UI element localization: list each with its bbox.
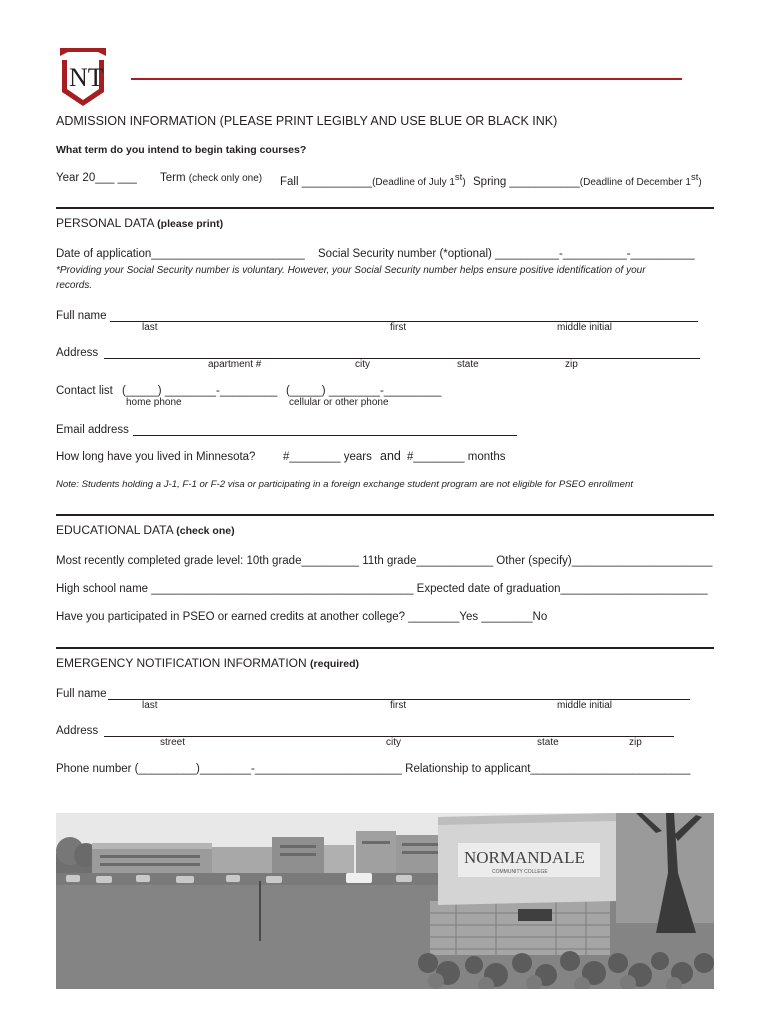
section-divider [56, 207, 714, 209]
email-label: Email address [56, 424, 129, 436]
emergency-city-caption: city [386, 737, 401, 748]
sign-title: NORMANDALE [464, 848, 585, 867]
campus-photo-image [56, 813, 714, 989]
date-of-application-field[interactable]: Date of application________________________ [56, 248, 305, 260]
address-apt-caption: apartment # [208, 359, 262, 370]
ssn-note-cont: records. [56, 280, 93, 291]
svg-text:NT: NT [69, 63, 104, 92]
fullname-middle-caption: middle initial [557, 322, 613, 333]
fall-deadline-sup: st [454, 172, 463, 183]
emergency-middle-caption: middle initial [557, 700, 613, 711]
fullname-label: Full name [56, 310, 107, 322]
educational-title [56, 523, 235, 537]
contact-cell-caption: cellular or other phone [289, 397, 389, 408]
visa-note: Note: Students holding a J-1, F-1 or F-2 visa or participating in a foreign exchange student program are not eligible for PSEO enrollment [56, 479, 633, 490]
emergency-zip-caption: zip [629, 737, 642, 748]
spring-deadline: (Deadline of December 1 [579, 176, 691, 188]
spring-field[interactable]: Spring ___________ [473, 175, 580, 188]
address-input-line[interactable] [104, 358, 700, 359]
fall-field[interactable]: Fall ___________ [280, 175, 373, 188]
fall-option[interactable] [280, 172, 466, 188]
term-question: What term do you intend to begin taking courses? [56, 144, 307, 156]
fullname-first-caption: first [390, 322, 407, 333]
spring-deadline-close: ) [698, 176, 702, 188]
emergency-title-text: EMERGENCY NOTIFICATION INFORMATION [56, 656, 307, 670]
emergency-street-caption: street [160, 737, 186, 748]
admission-title: ADMISSION INFORMATION (PLEASE PRINT LEGIBLY AND USE BLUE OR BLACK INK) [56, 114, 558, 128]
contact-cell-field[interactable]: (_____) ________-_________ [286, 385, 442, 397]
emergency-phone-field[interactable]: Phone number (_________)________-_______________________ Relationship to applicant_________________________ [56, 763, 691, 775]
fall-deadline: (Deadline of July 1 [372, 176, 455, 188]
pseo-question[interactable]: Have you participated in PSEO or earned credits at another college? ________Yes ________No [56, 611, 548, 623]
contact-label: Contact list [56, 385, 113, 397]
minnesota-and: and [380, 449, 401, 463]
fall-deadline-close: ) [462, 176, 466, 188]
minnesota-months-field[interactable]: #________ months [407, 451, 506, 463]
educational-title-note: (check one) [176, 525, 235, 537]
college-logo-icon [54, 42, 112, 110]
grade-level-field[interactable]: Most recently completed grade level: 10th grade_________ 11th grade____________ Other (specify)______________________ [56, 555, 713, 567]
emergency-title [56, 656, 359, 670]
emergency-first-caption: first [390, 700, 407, 711]
personal-title-text: PERSONAL DATA [56, 216, 154, 230]
contact-home-caption: home phone [126, 397, 182, 408]
emergency-address-label: Address [56, 725, 99, 737]
fullname-last-caption: last [142, 322, 158, 333]
section-divider [56, 514, 714, 516]
minnesota-years-field[interactable]: #________ years [283, 451, 372, 463]
emergency-state-caption: state [537, 737, 559, 748]
contact-home-field[interactable]: (_____) ________-_________ [122, 385, 278, 397]
minnesota-question: How long have you lived in Minnesota? [56, 451, 256, 463]
address-label: Address [56, 347, 99, 359]
term-label-text: Term [160, 172, 186, 184]
personal-title [56, 216, 223, 230]
year-field[interactable]: Year 20___ ___ [56, 172, 137, 184]
address-city-caption: city [355, 359, 370, 370]
header-rule [131, 78, 682, 80]
address-zip-caption: zip [565, 359, 578, 370]
term-note: (check only one) [188, 173, 263, 184]
address-state-caption: state [457, 359, 479, 370]
ssn-field[interactable]: Social Security number (*optional) __________-__________-__________ [318, 248, 695, 260]
campus-photo [56, 813, 714, 989]
emergency-title-note: (required) [310, 658, 360, 670]
personal-title-note: (please print) [157, 218, 224, 230]
emergency-fullname-label: Full name [56, 688, 107, 700]
section-divider [56, 647, 714, 649]
emergency-last-caption: last [142, 700, 158, 711]
college-logo [54, 42, 112, 110]
email-input-line[interactable] [133, 435, 517, 436]
spring-deadline-sup: st [690, 172, 699, 183]
educational-title-text: EDUCATIONAL DATA [56, 523, 173, 537]
high-school-field[interactable]: High school name _________________________________________ Expected date of graduation_______________________ [56, 583, 708, 595]
term-label [160, 172, 262, 184]
sign-subtitle: COMMUNITY COLLEGE [492, 869, 548, 875]
ssn-note: *Providing your Social Security number is voluntary. However, your Social Security number helps ensure positive identification of your [56, 265, 646, 276]
spring-option[interactable] [473, 172, 702, 188]
